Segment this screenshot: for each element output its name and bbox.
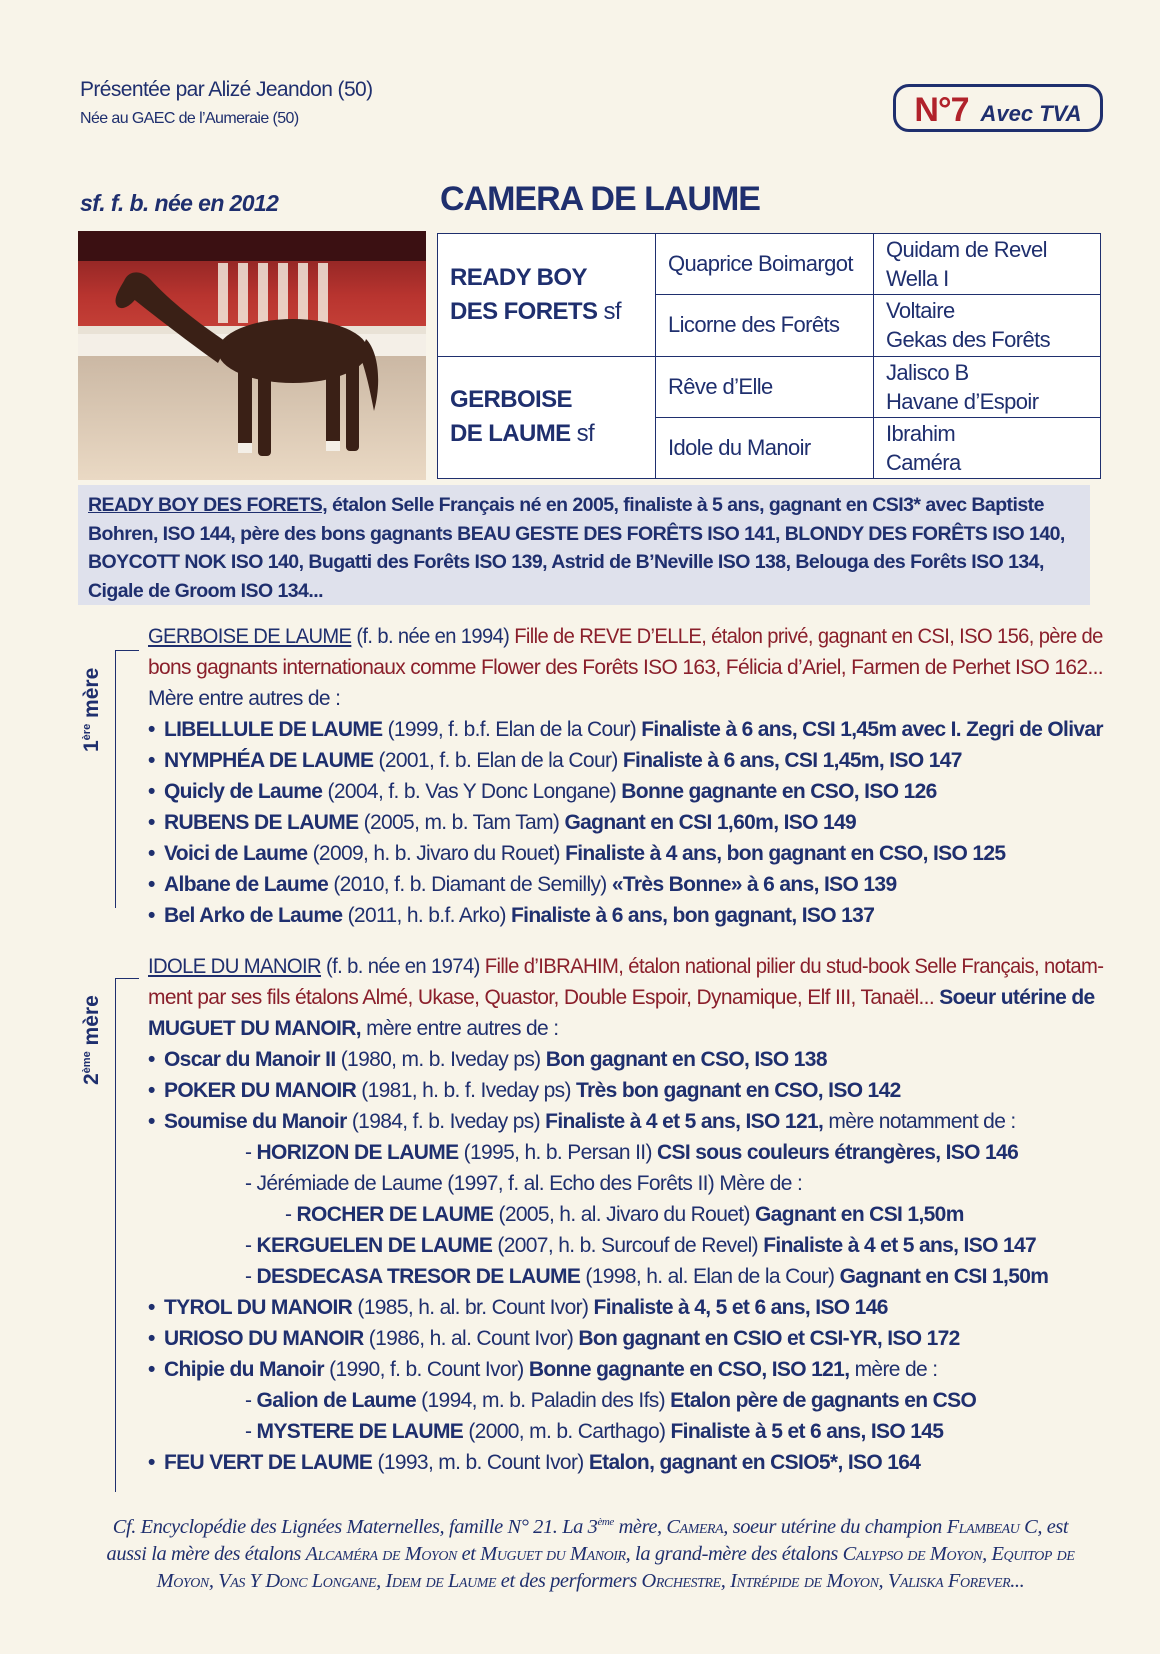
progeny-performance: CSI sous couleurs étrangères, ISO 146 (657, 1141, 1019, 1164)
progeny-performance: Bonne gagnante en CSO, ISO 121, (528, 1358, 850, 1381)
progeny-name: RUBENS DE LAUME (164, 811, 359, 834)
progeny-performance: Gagnant en CSI 1,50m (839, 1265, 1049, 1288)
progeny-performance: Bonne gagnante en CSO, ISO 126 (621, 780, 937, 803)
lot-number: N°7 (914, 91, 969, 129)
lot-tax-label: Avec TVA (980, 101, 1082, 126)
progeny-performance: Finaliste à 6 ans, bon gagnant, ISO 137 (510, 904, 875, 927)
progeny-item (148, 714, 1108, 745)
first-dam-bracket-line (115, 650, 116, 908)
progeny-item: - Jérémiade de Laume (1997, f. al. Echo des Forêts II) Mère de : (245, 1172, 803, 1195)
progeny-performance: Bon gagnant en CSIO et CSI-YR, ISO 172 (578, 1327, 960, 1350)
progeny-item (148, 900, 1108, 931)
pedigree-grandsire: Quaprice Boimargot (656, 234, 874, 295)
progeny-meta: (2005, h. al. Jivaro du Rouet) (493, 1203, 755, 1226)
progeny-performance: Finaliste à 5 et 6 ans, ISO 145 (670, 1420, 944, 1443)
progeny-name: NYMPHÉA DE LAUME (164, 749, 374, 772)
pedigree-dam-sire: Rêve d’Elle (656, 356, 874, 417)
progeny-meta: (1999, f. b.f. Elan de la Cour) (382, 718, 642, 741)
progeny-name: TYROL DU MANOIR (164, 1296, 353, 1319)
progeny-item (148, 776, 1108, 807)
horse-description: sf. f. b. née en 2012 (80, 190, 279, 216)
progeny-meta: (1986, h. al. Count Ivor) (363, 1327, 579, 1350)
progeny-performance: Finaliste à 6 ans, CSI 1,45m avec I. Zegri de Olivar (641, 718, 1103, 741)
progeny-item (148, 1447, 1108, 1478)
second-dam-bracket-line (115, 978, 116, 1492)
progeny-performance: Très bon gagnant en CSO, ISO 142 (576, 1079, 901, 1102)
progeny-name: Bel Arko de Laume (164, 904, 343, 927)
progeny-name: Soumise du Manoir (164, 1110, 347, 1133)
progeny-meta: (2007, h. b. Surcouf de Revel) (492, 1234, 764, 1257)
progeny-meta: (1998, h. al. Elan de la Cour) (580, 1265, 840, 1288)
progeny-note: mère de : (849, 1358, 938, 1381)
progeny-item (148, 1044, 1108, 1075)
progeny-name: Voici de Laume (164, 842, 308, 865)
progeny-item: - Galion de Laume (1994, m. b. Paladin des Ifs) Etalon père de gagnants en CSO (245, 1389, 977, 1412)
progeny-meta: (1993, m. b. Count Ivor) (372, 1451, 589, 1474)
pedigree-sire: READY BOY DES FORETS sf (438, 234, 656, 357)
progeny-name: Albane de Laume (164, 873, 329, 896)
progeny-performance: Finaliste à 6 ans, CSI 1,45m, ISO 147 (622, 749, 962, 772)
horse-photo (78, 231, 426, 480)
progeny-meta: (1990, f. b. Count Ivor) (323, 1358, 529, 1381)
birthplace-line: Née au GAEC de l’Aumeraie (50) (80, 110, 299, 127)
sire-info-box (78, 485, 1090, 605)
progeny-name: Quicly de Laume (164, 780, 323, 803)
second-dam-label: 2ème mère (80, 995, 103, 1085)
progeny-meta: (2011, h. b.f. Arko) (342, 904, 511, 927)
pedigree-dam: GERBOISE DE LAUME sf (438, 356, 656, 479)
progeny-item: - DESDECASA TRESOR DE LAUME (1998, h. al. Elan de la Cour) Gagnant en CSI 1,50m (245, 1265, 1049, 1288)
progeny-performance: Finaliste à 4 et 5 ans, ISO 121, (545, 1110, 824, 1133)
progeny-item (148, 1075, 1108, 1106)
progeny-meta: (2004, f. b. Vas Y Donc Longane) (322, 780, 622, 803)
progeny-item (148, 1354, 1108, 1385)
pedigree-great-grandparents: Ibrahim Caméra (874, 417, 1101, 478)
progeny-name: Chipie du Manoir (164, 1358, 324, 1381)
progeny-name: LIBELLULE DE LAUME (164, 718, 383, 741)
progeny-performance: Finaliste à 4 ans, bon gagnant en CSO, ISO 125 (565, 842, 1006, 865)
progeny-performance: Finaliste à 4 et 5 ans, ISO 147 (763, 1234, 1037, 1257)
first-dam-progeny-list (148, 714, 1108, 931)
second-dam-progeny-list (148, 1044, 1108, 1478)
progeny-meta: (1984, f. b. Iveday ps) (346, 1110, 546, 1133)
first-dam-bracket (115, 650, 139, 651)
progeny-meta: Jérémiade de Laume (1997, f. al. Echo des Forêts II) Mère de : (256, 1172, 803, 1195)
progeny-item (148, 1292, 1108, 1323)
pedigree-great-grandparents: Jalisco B Havane d’Espoir (874, 356, 1101, 417)
progeny-name: ROCHER DE LAUME (296, 1203, 494, 1226)
progeny-performance: Finaliste à 4, 5 et 6 ans, ISO 146 (593, 1296, 888, 1319)
progeny-meta: (2010, f. b. Diamant de Semilly) (328, 873, 612, 896)
progeny-name: KERGUELEN DE LAUME (256, 1234, 493, 1257)
progeny-performance: Etalon, gagnant en CSIO5*, ISO 164 (588, 1451, 921, 1474)
sire-info-name: READY BOY DES FORETS, (88, 494, 328, 516)
progeny-meta: (1995, h. b. Persan II) (458, 1141, 657, 1164)
progeny-name: POKER DU MANOIR (164, 1079, 357, 1102)
progeny-note: mère notamment de : (823, 1110, 1016, 1133)
pedigree-granddam: Licorne des Forêts (656, 295, 874, 356)
first-dam-section: GERBOISE DE LAUME (f. b. née en 1994) Fille de REVE D’ELLE, étalon privé, gagnant en CSI, ISO 156, père de bons gagnants internationaux comme Flower des Forêts ISO 163, Félicia d’Ariel, Farmen de Perhet ISO 162... Mère entre autres de : • LIBELLULE DE LAUME (1999, f. b.f. Elan de la Cour) Finaliste à 6 ans, CSI 1,45m avec I. Zegri de Olivar • NYMPHÉA DE LAUME (2001, f. b. Elan de la Cour) Finaliste à 6 ans, CSI 1,45m, ISO 147 • Quicly de Laume (2004, f. b. Vas Y Donc Longane) Bonne gagnante en CSO, ISO 126 • RUBENS DE LAUME (2005, m. b. Tam Tam) Gagnant en CSI 1,60m, ISO 149 • Voici de Laume (2009, h. b. Jivaro du Rouet) Finaliste à 4 ans, bon gagnant en CSO, ISO 125 • Albane de Laume (2010, f. b. Diamant de Semilly) «Très Bonne» à 6 ans, ISO 139 • Bel Arko de Laume (2011, h. b.f. Arko) Finaliste à 6 ans, bon gagnant, ISO 137 (148, 621, 1108, 931)
lot-badge (893, 84, 1103, 132)
progeny-name: MYSTERE DE LAUME (256, 1420, 464, 1443)
pedigree-great-grandparents: Quidam de Revel Wella I (874, 234, 1101, 295)
sire-info-text: étalon Selle Français né en 2005, finaliste à 5 ans, gagnant en CSI3* avec Baptiste Bohren, ISO 144, père des bons gagnants BEAU GESTE DES FORÊTS ISO 141, BLONDY DES FORÊTS ISO 140, BOYCOTT NOK ISO 140, Bugatti des Forêts ISO 139, Astrid de B’Neville ISO 138, Belouga des Forêts ISO 134, Cigale de Groom ISO 134... (88, 494, 1065, 602)
progeny-item (148, 1106, 1108, 1137)
progeny-name: DESDECASA TRESOR DE LAUME (256, 1265, 581, 1288)
progeny-item: - ROCHER DE LAUME (2005, h. al. Jivaro du Rouet) Gagnant en CSI 1,50m (285, 1203, 964, 1226)
pedigree-great-grandparents: Voltaire Gekas des Forêts (874, 295, 1101, 356)
progeny-name: URIOSO DU MANOIR (164, 1327, 364, 1350)
presenter-line: Présentée par Alizé Jeandon (50) (80, 78, 373, 101)
progeny-performance: Gagnant en CSI 1,60m, ISO 149 (564, 811, 857, 834)
progeny-item (148, 869, 1108, 900)
footer-note: Cf. Encyclopédie des Lignées Maternelles, famille N° 21. La 3ème mère, Camera, soeur utérine du champion Flambeau C, est aussi la mère des étalons Alcaméra de Moyon et Muguet du Manoir, la grand-mère des étalons Calypso de Moyon, Equitop de Moyon, Vas Y Donc Longane, Idem de Laume et des performers Orchestre, Intrépide de Moyon, Valiska Forever... (106, 1515, 1075, 1592)
progeny-item: - KERGUELEN DE LAUME (2007, h. b. Surcouf de Revel) Finaliste à 4 et 5 ans, ISO 147 (245, 1234, 1037, 1257)
progeny-item (148, 838, 1108, 869)
horse-name: CAMERA DE LAUME (440, 180, 760, 218)
second-dam-section: IDOLE DU MANOIR (f. b. née en 1974) Fille d’IBRAHIM, étalon national pilier du stud-book Selle Français, notam- ment par ses fils étalons Almé, Ukase, Quastor, Double Espoir, Dynamique, Elf III, Tanaël... Soeur utérine de MUGUET DU MANOIR, mère entre autres de : • Oscar du Manoir II (1980, m. b. Iveday ps) Bon gagnant en CSO, ISO 138 • POKER DU MANOIR (1981, h. b. f. Iveday ps) Très bon gagnant en CSO, ISO 142 • Soumise du Manoir (1984, f. b. Iveday ps) Finaliste à 4 et 5 ans, ISO 121, mère notamment de : - HORIZON DE LAUME (1995, h. b. Persan II) CSI sous couleurs étrangères, ISO 146 - Jérémiade de Laume (1997, f. al. Echo des Forêts II) Mère de : - ROCHER DE LAUME (2005, h. al. Jivaro du Rouet) Gagnant en CSI 1,50m - KERGUELEN DE LAUME (2007, h. b. Surcouf de Revel) Finaliste à 4 et 5 ans, ISO 147 - DESDECASA TRESOR DE LAUME (1998, h. al. Elan de la Cour) Gagnant en CSI 1,50m • TYROL DU MANOIR (1985, h. al. br. Count Ivor) Finaliste à 4, 5 et 6 ans, ISO 146 • URIOSO DU MANOIR (1986, h. al. Count Ivor) Bon gagnant en CSIO et CSI-YR, ISO 172 • Chipie du Manoir (1990, f. b. Count Ivor) Bonne gagnante en CSO, ISO 121, mère de : - Galion de Laume (1994, m. b. Paladin des Ifs) Etalon père de gagnants en CSO - MYSTERE DE LAUME (2000, m. b. Carthago) Finaliste à 5 et 6 ans, ISO 145 • FEU VERT DE LAUME (1993, m. b. Count Ivor) Etalon, gagnant en CSIO5*, ISO 164 (148, 951, 1108, 1478)
pedigree-table (437, 233, 1101, 479)
progeny-name: Galion de Laume (256, 1389, 416, 1412)
progeny-performance: «Très Bonne» à 6 ans, ISO 139 (611, 873, 897, 896)
progeny-meta: (1980, m. b. Iveday ps) (335, 1048, 546, 1071)
progeny-item (148, 807, 1108, 838)
progeny-meta: (1994, m. b. Paladin des Ifs) (415, 1389, 671, 1412)
progeny-performance: Bon gagnant en CSO, ISO 138 (545, 1048, 827, 1071)
first-dam-label: 1ère mère (80, 667, 103, 752)
progeny-meta: (1985, h. al. br. Count Ivor) (352, 1296, 594, 1319)
progeny-item: - MYSTERE DE LAUME (2000, m. b. Carthago) Finaliste à 5 et 6 ans, ISO 145 (245, 1420, 944, 1443)
progeny-performance: Etalon père de gagnants en CSO (670, 1389, 977, 1412)
pedigree-dam-dam: Idole du Manoir (656, 417, 874, 478)
progeny-item (148, 745, 1108, 776)
progeny-performance: Gagnant en CSI 1,50m (754, 1203, 964, 1226)
progeny-item: - HORIZON DE LAUME (1995, h. b. Persan II) CSI sous couleurs étrangères, ISO 146 (245, 1141, 1019, 1164)
first-dam-name: GERBOISE DE LAUME (148, 625, 352, 648)
second-dam-bracket (115, 978, 139, 979)
progeny-meta: (2005, m. b. Tam Tam) (358, 811, 565, 834)
progeny-name: HORIZON DE LAUME (256, 1141, 459, 1164)
progeny-meta: (2009, h. b. Jivaro du Rouet) (307, 842, 566, 865)
progeny-name: FEU VERT DE LAUME (164, 1451, 373, 1474)
progeny-meta: (1981, h. b. f. Iveday ps) (356, 1079, 577, 1102)
sister-name: MUGUET DU MANOIR, (148, 1017, 361, 1040)
second-dam-name: IDOLE DU MANOIR (148, 955, 322, 978)
progeny-meta: (2001, f. b. Elan de la Cour) (373, 749, 623, 772)
progeny-item (148, 1323, 1108, 1354)
progeny-name: Oscar du Manoir II (164, 1048, 336, 1071)
progeny-meta: (2000, m. b. Carthago) (463, 1420, 671, 1443)
